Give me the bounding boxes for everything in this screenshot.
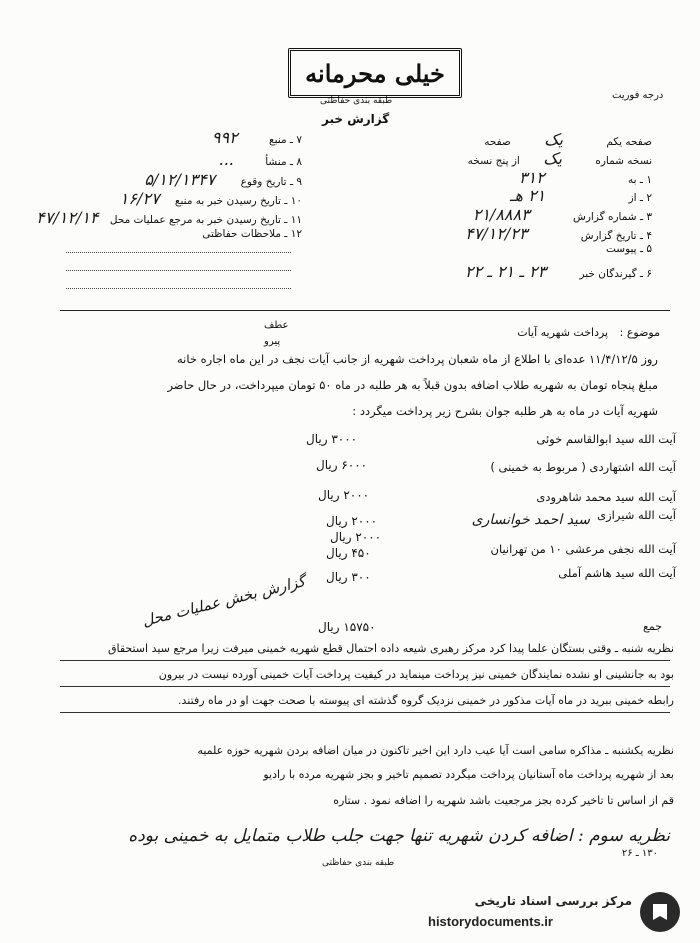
payment-amount: ۲۰۰۰ ریال: [326, 514, 378, 528]
right-field-recipients: ۶ ـ گیرندگان خبر ۲۳ ـ ۲۱ ـ ۲۲: [464, 262, 652, 281]
classification-subtitle: طبقه بندی حفاظتی: [320, 96, 393, 106]
dotted-line: [66, 252, 291, 253]
opinion-line: قم از اساس تا تاخیر کرده بجز مرجعیت باشد شهریه را اضافه نمود . ستاره: [333, 794, 674, 807]
right-field-to: ۱ ـ به ۳۱۲: [518, 168, 652, 187]
margin-handwriting: گزارش بخش عملیات محل: [140, 572, 308, 630]
total-amount: ۱۵۷۵۰ ریال: [318, 620, 376, 634]
payment-amount: ۳۰۰ ریال: [326, 570, 371, 584]
subject-line: موضوع : پرداخت شهریه آیات: [517, 326, 660, 339]
right-field-report-date: ۴ ـ تاریخ گزارش ۴۷/۱۲/۲۳: [465, 224, 652, 243]
report-title: گزارش خبر: [322, 112, 390, 126]
right-field-copy: نسخه شماره یک از پنج نسخه: [467, 149, 652, 168]
separator-line: [60, 310, 670, 311]
body-line: روز ۱۱/۴/۱۲/۵ عده‌ای با اطلاع از ماه شعبان پرداخت شهریه از جانب آیات نجف در این ماه اجاره خانه: [177, 352, 658, 366]
payment-name: آیت الله شیرازی: [597, 508, 676, 522]
archive-logo-icon: [640, 892, 680, 932]
dotted-line: [66, 288, 291, 289]
payment-name: آیت الله سید هاشم آملی: [558, 566, 676, 580]
payment-name: آیت الله سید ابوالقاسم خوئی: [536, 432, 676, 446]
payment-amount: ۲۰۰۰ ریال: [318, 488, 370, 502]
left-field-3: ۹ ـ تاریخ وقوع ۵/۱۲/۱۳۴۷: [144, 170, 302, 189]
left-field-2: ۸ ـ منشأ ...: [218, 150, 302, 169]
payment-name: آیت الله نجفی مرعشی ۱۰ من تهرانیان: [490, 542, 676, 556]
opinion-line: نظریه یکشنبه ـ مذاکره سامی است آیا عیب دارد این اخیر تاکنون در میان اضافه بردن شهریه حوزه علمیه: [197, 744, 674, 757]
footer-handwritten-note: نظریه سوم : اضافه کردن شهریه تنها جهت جلب طلاب متمایل به خمینی بوده: [128, 826, 670, 846]
priority-label: درجه فوریت: [612, 90, 664, 101]
underline: [60, 686, 670, 687]
opinion-line: بود به جانشینی او نشده نمایندگان خمینی نیز پرداخت مینماید در کیفیت پرداخت آیات خمینی آورده نیست در بیرون: [158, 668, 674, 681]
footer-classification: طبقه بندی حفاظتی: [322, 858, 395, 868]
payment-amount: ۴۵۰ ریال: [326, 546, 371, 560]
opinion-line: نظریه شنبه ـ وقتی بستگان علما پیدا کرد مرکز رهبری شیعه داده احتمال قطع شهریه خمینی میرفت زیرا مرجع سید استحقاق: [107, 642, 674, 655]
margin-note-follow: پیرو: [264, 336, 281, 347]
footer-ref-code: ۱۳۰ ـ ۲۶: [621, 848, 658, 859]
archive-watermark: [418, 892, 680, 936]
body-line: مبلغ پنجاه تومان به شهریه طلاب اضافه بدون قبلاً به هر طلبه در ماه ۵۰ تومان میپرداخت، در حال حاضر: [167, 378, 658, 392]
dotted-line: [66, 270, 291, 271]
margin-note-ref: عطف: [264, 320, 289, 331]
right-field-attachment: ۵ ـ پیوست: [605, 243, 652, 255]
payment-amount: ۳۰۰۰ ریال: [306, 432, 358, 446]
left-field-6: ۱۲ ـ ملاحظات حفاظتی: [202, 228, 302, 240]
payment-name: آیت الله اشتهاردی ( مربوط به خمینی ): [490, 460, 676, 474]
right-field-page: صفحه یکم یک صفحه: [484, 130, 652, 149]
left-field-4: ۱۰ ـ تاریخ رسیدن خبر به منبع ۱۶/۲۷: [119, 189, 302, 208]
underline: [60, 712, 670, 713]
right-field-from: ۲ ـ از ۲۱ هـ: [509, 186, 652, 205]
classification-stamp-text: خیلی محرمانه: [305, 58, 445, 88]
payment-name: آیت الله سید محمد شاهرودی: [536, 490, 676, 504]
left-field-1: ۷ ـ منبع ۹۹۲: [211, 128, 302, 147]
right-field-report-no: ۳ ـ شماره گزارش ۲۱/۸۸۸۳: [472, 205, 652, 224]
payment-amount: ۶۰۰۰ ریال: [316, 458, 368, 472]
archive-title: مرکز بررسی اسناد تاریخی: [474, 894, 632, 908]
opinion-line: رابطه خمینی ببرید در ماه آیات مذکور در خمینی نزدیک گروه گذشته ای پیوسته با صحت جهت او در ماه رفتند.: [178, 694, 674, 707]
payment-name-handwritten: سید احمد خوانساری: [471, 512, 590, 528]
body-line: شهریه آیات در ماه به هر طلبه جوان بشرح زیر پرداخت میگردد :: [352, 404, 658, 418]
archive-url: historydocuments.ir: [428, 914, 553, 929]
total-label: جمع: [642, 620, 662, 633]
opinion-line: بعد از شهریه پرداخت ماه آستانیان پرداخت میگردد تصمیم تاخیر و بجز شهریه مرده با رادیو: [263, 768, 674, 781]
classification-stamp: [288, 48, 462, 98]
payment-amount: ۲۰۰۰ ریال: [330, 530, 382, 544]
underline: [60, 660, 670, 661]
left-field-5: ۱۱ ـ تاریخ رسیدن خبر به مرجع عملیات محل ۴۷/۱۲/۱۴: [36, 208, 302, 227]
